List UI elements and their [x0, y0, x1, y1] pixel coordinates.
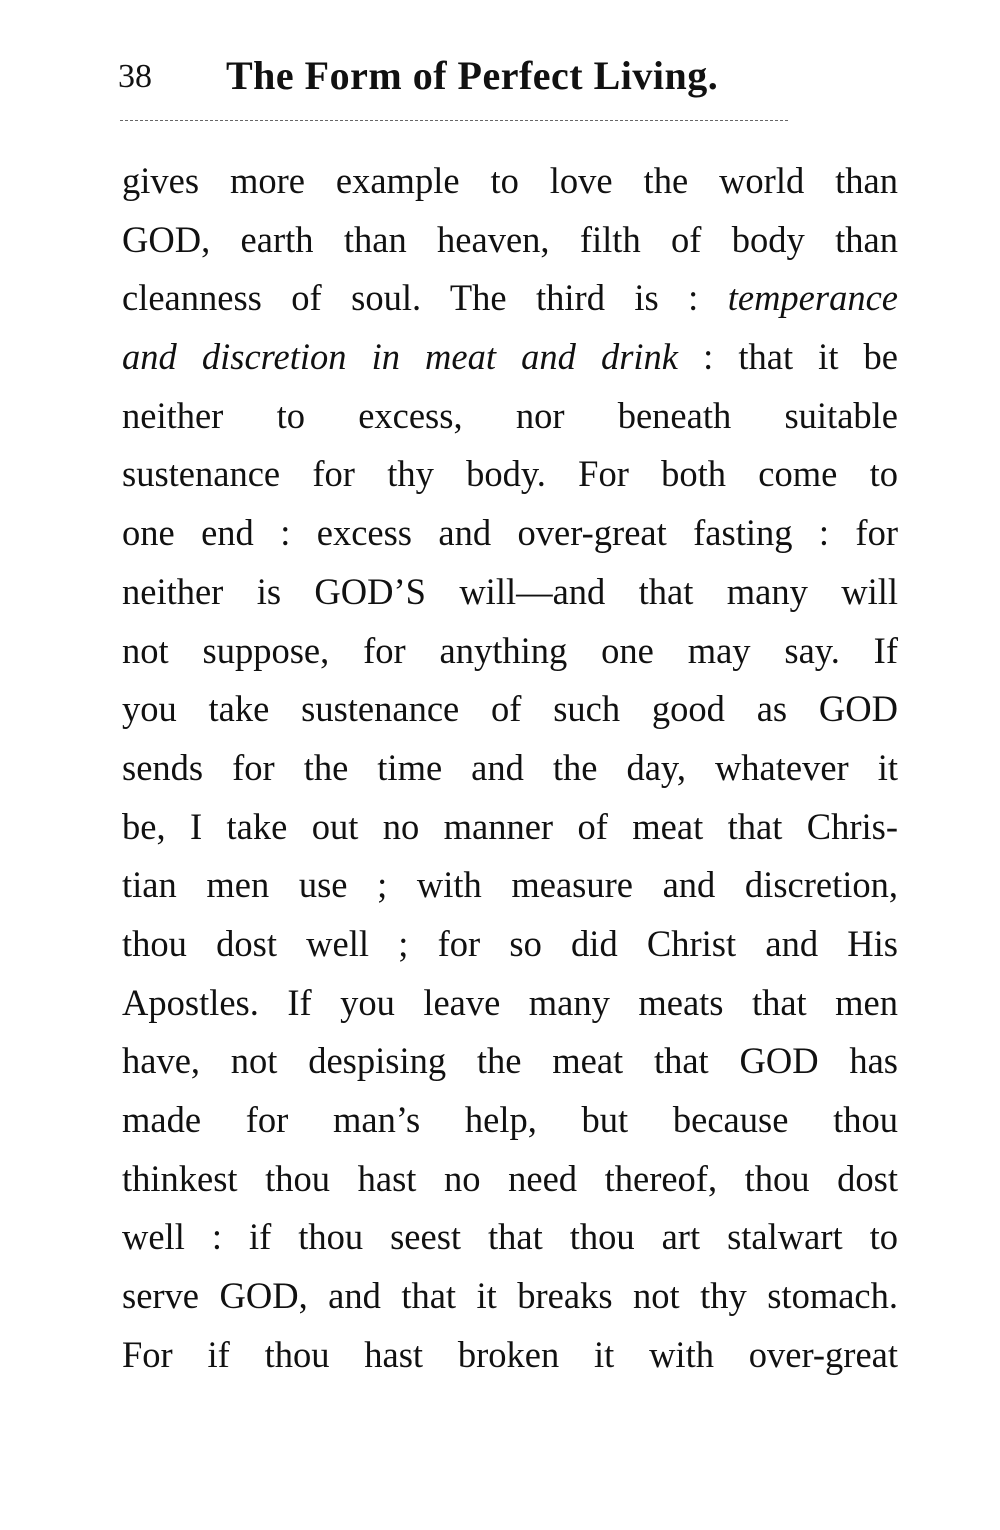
text-line: thinkest thou hast no need thereof, thou dost: [122, 1157, 898, 1199]
page-number: 38: [118, 58, 152, 95]
text-line: neither is GOD’S will—and that many will: [122, 570, 899, 612]
text-line: thou dost well ; for so did Christ and His: [122, 922, 898, 964]
text-line: neither to excess, nor beneath suitable: [122, 394, 898, 436]
text-line: gives more example to love the world than: [122, 160, 898, 201]
text-line: sends for the time and the day, whatever it: [122, 746, 898, 788]
text-line: cleanness of soul. The third is : temperance: [122, 277, 898, 319]
text-line: serve GOD, and that it breaks not thy stomach.: [122, 1275, 898, 1317]
text-line: GOD, earth than heaven, filth of body than: [122, 218, 898, 260]
text-line: Apostles. If you leave many meats that men: [122, 981, 898, 1023]
text-line: well : if thou seest that thou art stalwart to: [122, 1216, 898, 1258]
body-text: [122, 152, 898, 1384]
text-line: not suppose, for anything one may say. If: [122, 629, 898, 671]
text-line: you take sustenance of such good as GOD: [122, 688, 898, 730]
text-line: made for man’s help, but because thou: [122, 1099, 898, 1140]
text-line: have, not despising the meat that GOD has: [122, 1040, 898, 1082]
text-line: tian men use ; with measure and discretion,: [122, 864, 898, 906]
header-rule: [120, 120, 788, 121]
text-line: For if thou hast broken it with over-great: [122, 1333, 898, 1375]
text-line: sustenance for thy body. For both come to: [122, 453, 898, 495]
text-line: and discretion in meat and drink : that it be: [122, 336, 899, 378]
running-title: The Form of Perfect Living.: [226, 53, 719, 98]
page-header: [118, 52, 818, 102]
text-line: be, I take out no manner of meat that Chris-: [122, 805, 898, 847]
text-line: one end : excess and over-great fasting : for: [122, 512, 898, 554]
